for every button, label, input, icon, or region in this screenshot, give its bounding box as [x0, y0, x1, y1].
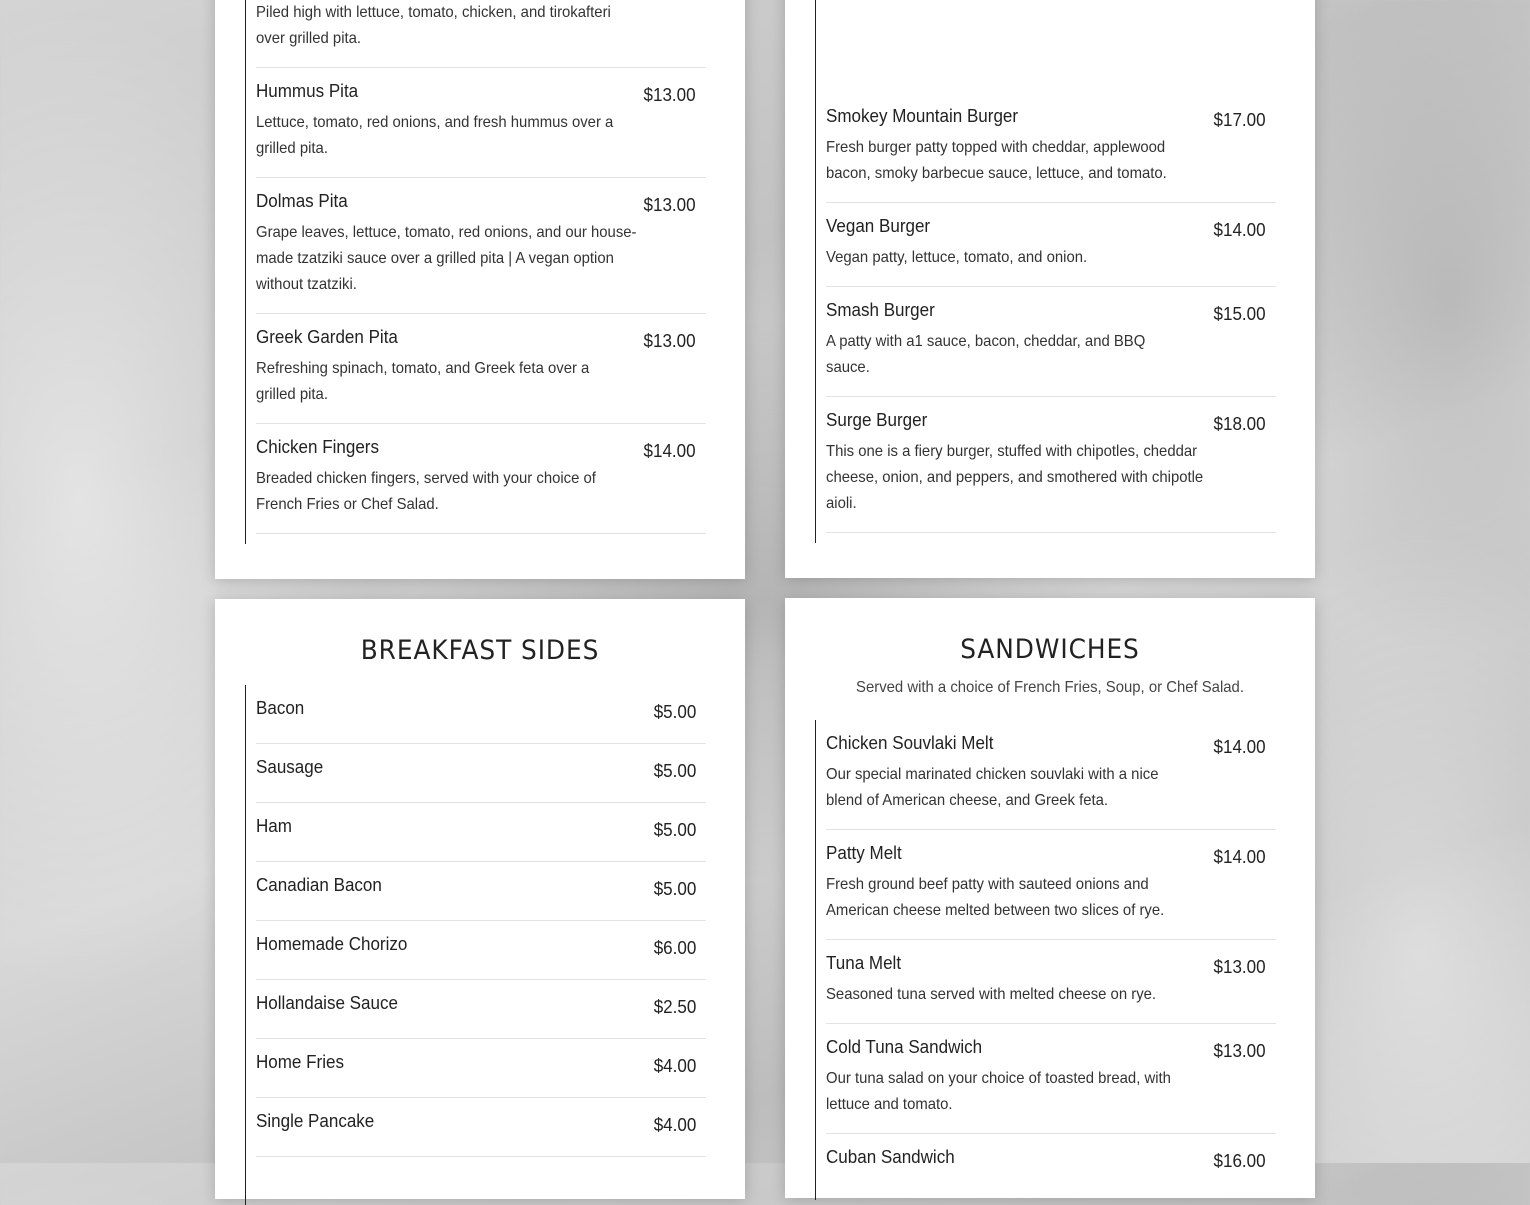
item-name: Smash Burger — [826, 299, 935, 320]
item-price: $6.00 — [653, 937, 696, 958]
burgers-items-list — [815, 0, 1276, 543]
item-description: Vegan patty, lettuce, tomato, and onion. — [826, 249, 1088, 266]
item-name: Canadian Bacon — [256, 874, 382, 895]
menu-item — [826, 1024, 1276, 1134]
item-price: $13.00 — [643, 330, 696, 351]
item-price: $5.00 — [653, 878, 696, 899]
item-name: Bacon — [256, 697, 305, 718]
item-description: Grape leaves, lettuce, tomato, red onions, and our house-made tzatziki sauce over a grilled pita | A vegan option without tzatziki. — [256, 224, 637, 293]
menu-item — [826, 397, 1276, 533]
item-price: $14.00 — [1213, 846, 1266, 867]
item-price: $13.00 — [1213, 956, 1266, 977]
menu-item — [256, 68, 706, 178]
menu-item — [256, 424, 706, 534]
menu-item — [826, 940, 1276, 1024]
item-price: $13.00 — [1213, 1040, 1266, 1061]
item-description: Fresh burger patty topped with cheddar, applewood bacon, smoky barbecue sauce, lettuce, and tomato. — [826, 139, 1167, 182]
item-description: This one is a fiery burger, stuffed with chipotles, cheddar cheese, onion, and peppers, and smothered with chipotle aioli. — [826, 443, 1204, 512]
section-title: SANDWICHES — [960, 634, 1140, 665]
item-description: Breaded chicken fingers, served with your choice of French Fries or Chef Salad. — [256, 470, 596, 513]
item-price: $16.00 — [1213, 1150, 1266, 1171]
item-name: Sausage — [256, 756, 324, 777]
item-price: $13.00 — [643, 194, 696, 215]
item-price: $5.00 — [653, 701, 696, 722]
breakfast-sides-items-list — [245, 685, 706, 1205]
menu-item — [256, 178, 706, 314]
item-price: $13.00 — [643, 84, 696, 105]
item-description: Refreshing spinach, tomato, and Greek feta over a grilled pita. — [256, 360, 590, 403]
menu-item — [256, 0, 706, 68]
item-name: Single Pancake — [256, 1110, 375, 1131]
sandwiches-card — [785, 598, 1315, 1198]
burgers-menu-card — [785, 0, 1315, 578]
sandwiches-items-list — [815, 720, 1276, 1200]
menu-item — [256, 921, 706, 980]
item-name: Chicken Fingers — [256, 436, 379, 457]
item-description: A patty with a1 sauce, bacon, cheddar, and BBQ sauce. — [826, 333, 1146, 376]
item-name: Patty Melt — [826, 842, 902, 863]
item-name: Cold Tuna Sandwich — [826, 1036, 983, 1057]
item-name: Hummus Pita — [256, 80, 359, 101]
item-description: Piled high with lettuce, tomato, chicken, and tirokafteri over grilled pita. — [256, 4, 611, 47]
menu-item — [826, 287, 1276, 397]
item-description: Seasoned tuna served with melted cheese on rye. — [826, 986, 1157, 1003]
item-name: Homemade Chorizo — [256, 933, 408, 954]
section-title: BREAKFAST SIDES — [360, 635, 600, 666]
item-description: Fresh ground beef patty with sauteed onions and American cheese melted between two slices of rye. — [826, 876, 1165, 919]
menu-item — [256, 1039, 706, 1098]
menu-item — [256, 1098, 706, 1157]
breakfast-sides-card — [215, 599, 745, 1199]
item-name: Cuban Sandwich — [826, 1146, 955, 1167]
item-price: $14.00 — [643, 440, 696, 461]
item-price: $14.00 — [1213, 219, 1266, 240]
pitas-menu-card — [215, 0, 745, 579]
menu-item — [256, 803, 706, 862]
menu-item — [826, 720, 1276, 830]
item-price: $2.50 — [653, 996, 696, 1017]
menu-item — [256, 685, 706, 744]
menu-item — [826, 830, 1276, 940]
pitas-items-list — [245, 0, 706, 544]
item-price: $5.00 — [653, 819, 696, 840]
item-description: Our special marinated chicken souvlaki with a nice blend of American cheese, and Greek feta. — [826, 766, 1159, 809]
item-name: Dolmas Pita — [256, 190, 348, 211]
menu-item — [826, 93, 1276, 203]
item-name: Tuna Melt — [826, 952, 902, 973]
spacer — [816, 0, 1276, 93]
item-name: Smokey Mountain Burger — [826, 105, 1019, 126]
section-subtitle: Served with a choice of French Fries, Soup, or Chef Salad. — [856, 679, 1244, 696]
item-name: Greek Garden Pita — [256, 326, 398, 347]
item-price: $17.00 — [1213, 109, 1266, 130]
item-price: $18.00 — [1213, 413, 1266, 434]
item-price: $14.00 — [1213, 736, 1266, 757]
item-description: Lettuce, tomato, red onions, and fresh hummus over a grilled pita. — [256, 114, 614, 157]
item-name: Home Fries — [256, 1051, 344, 1072]
item-name: Chicken Souvlaki Melt — [826, 732, 994, 753]
menu-item — [256, 980, 706, 1039]
item-name: Ham — [256, 815, 292, 836]
item-name: Surge Burger — [826, 409, 928, 430]
item-name: Hollandaise Sauce — [256, 992, 398, 1013]
menu-item — [256, 744, 706, 803]
item-price: $4.00 — [653, 1055, 696, 1076]
menu-item — [256, 314, 706, 424]
menu-item — [826, 203, 1276, 287]
menu-item — [826, 1134, 1276, 1194]
item-price: $15.00 — [1213, 303, 1266, 324]
item-name: Vegan Burger — [826, 215, 931, 236]
item-price: $4.00 — [653, 1114, 696, 1135]
menu-item — [256, 862, 706, 921]
item-description: Our tuna salad on your choice of toasted bread, with lettuce and tomato. — [826, 1070, 1171, 1113]
item-price: $5.00 — [653, 760, 696, 781]
